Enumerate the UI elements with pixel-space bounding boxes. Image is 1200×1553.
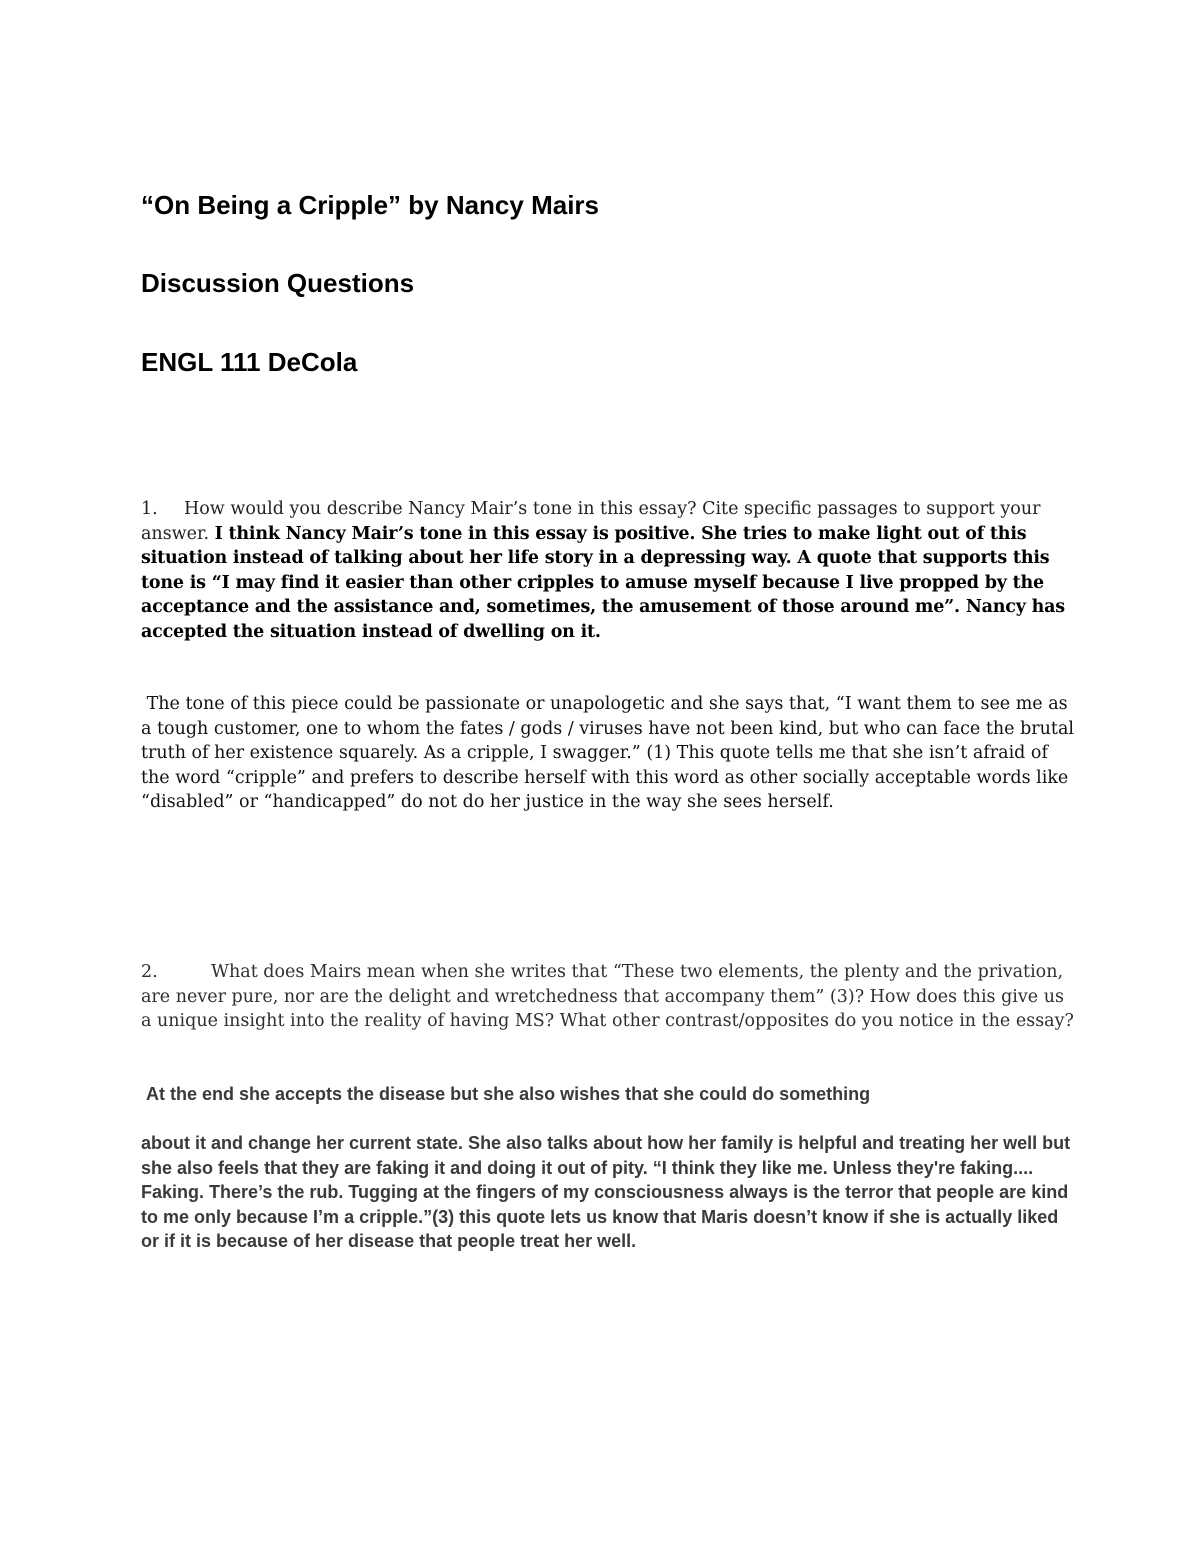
- question-2-answer-continued: about it and change her current state. She also talks about how her family is helpful and treating her well but she also feels that they are faking it and doing it out of pity. “I think they like me. Unless they're faking.... Faking. There’s the rub. Tugging at the fingers of my consciousness always is the terror that people are kind to me only because I’m a cripple.”(3) this quote lets us know that Maris doesn’t know if she is actually liked or if it is because of her disease that people treat her well.: [141, 1133, 1071, 1252]
- question-1-second-paragraph: [141, 692, 1076, 815]
- document-title: “On Being a Cripple” by Nancy Mairs: [141, 190, 599, 220]
- question-2-prompt: What does Mairs mean when she writes that “These two elements, the plenty and the privation, are never pure, nor are the delight and wretchedness that accompany them” (3)? How does this give us a unique insight into the reality of having MS? What other contrast/opposites do you notice in the essay?: [141, 962, 1074, 1032]
- question-2-answer-first-line: At the end she accepts the disease but she also wishes that she could do something: [146, 1084, 871, 1104]
- question-2-block: [141, 960, 1076, 1034]
- question-2-number: 2.: [141, 962, 158, 982]
- document-subtitle: Discussion Questions: [141, 268, 415, 298]
- question-1-prompt: How would you describe Nancy Mair’s tone in this essay? Cite specific passages to support your answer.: [141, 499, 1041, 544]
- course-heading: ENGL 111 DeCola: [141, 347, 358, 377]
- question-1-paragraph-2-text: The tone of this piece could be passionate or unapologetic and she says that, “I want them to see me as a tough customer, one to whom the fates / gods / viruses have not been kind, but who can face the brutal truth of her existence squarely. As a cripple, I swagger.” (1) This quote tells me that she isn’t afraid of the word “cripple” and prefers to describe herself with this word as other socially acceptable words like “disabled” or “handicapped” do not do her justice in the way she sees herself.: [141, 694, 1074, 813]
- question-1-answer: I think Nancy Mair’s tone in this essay is positive. She tries to make light out of this situation instead of talking about her life story in a depressing way. A quote that supports this tone is “I may find it easier than other cripples to amuse myself because I live propped by the acceptance and the assistance and, sometimes, the amusement of those around me”. Nancy has accepted the situation instead of dwelling on it.: [141, 523, 1065, 642]
- question-1-block: [141, 497, 1076, 645]
- question-1-number: 1.: [141, 499, 158, 519]
